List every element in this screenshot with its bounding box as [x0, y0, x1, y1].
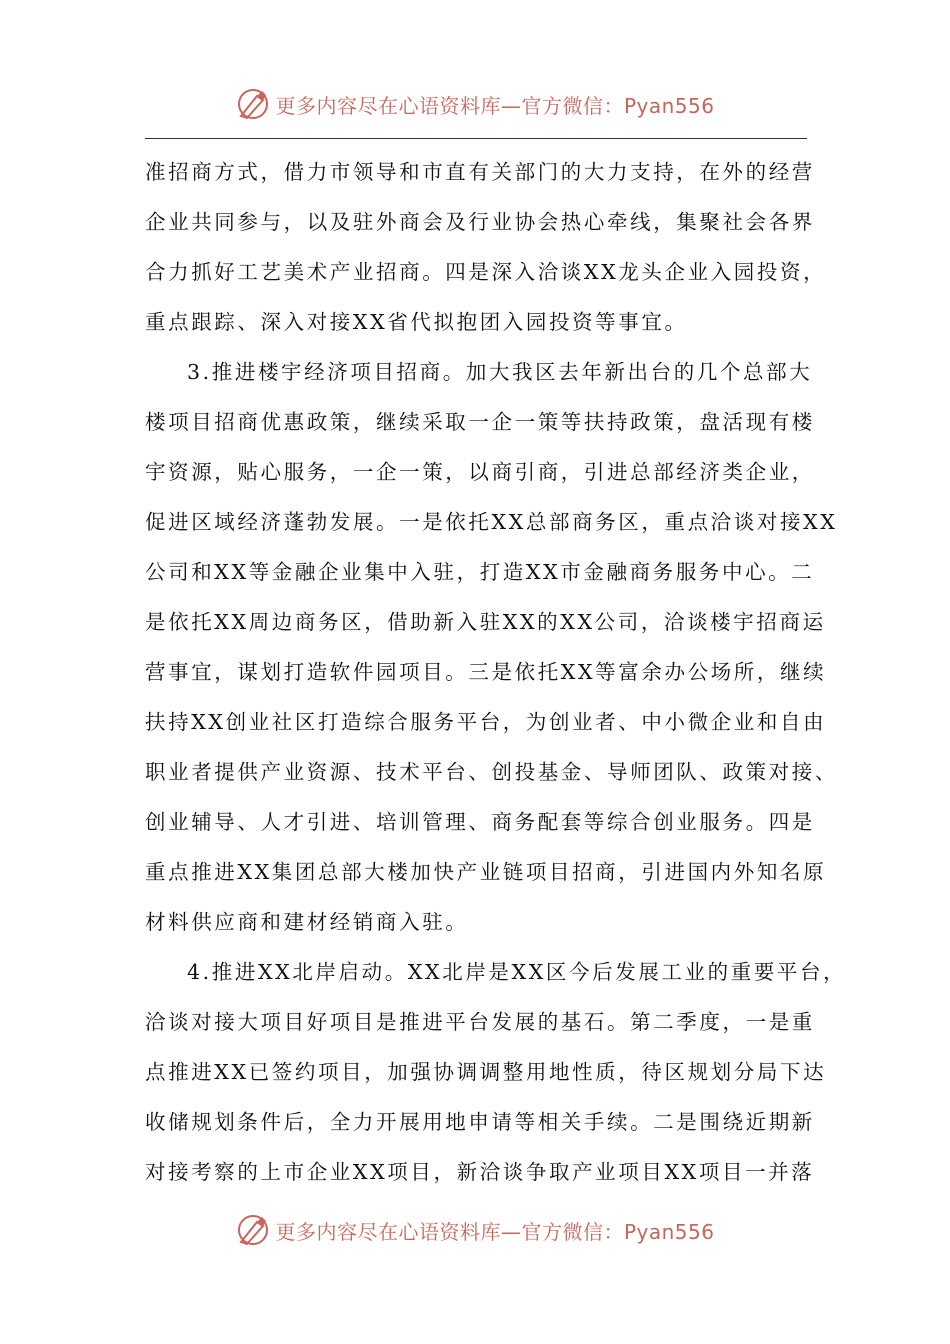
text-line: 楼项目招商优惠政策，继续采取一企一策等扶持政策，盘活现有楼	[145, 410, 815, 434]
text-line: 点推进XX已签约项目，加强协调调整用地性质，待区规划分局下达	[145, 1060, 827, 1084]
header-divider	[145, 138, 807, 139]
watermark-header	[0, 84, 950, 124]
paragraph-start-line: 3.推进楼宇经济项目招商。加大我区去年新出台的几个总部大	[187, 360, 813, 384]
text-line: 促进区域经济蓬勃发展。一是依托XX总部商务区，重点洽谈对接XX	[145, 510, 838, 534]
text-line: 企业共同参与，以及驻外商会及行业协会热心牵线，集聚社会各界	[145, 210, 815, 234]
text-line: 职业者提供产业资源、技术平台、创投基金、导师团队、政策对接、	[145, 760, 838, 784]
text-line: 宇资源，贴心服务，一企一策，以商引商，引进总部经济类企业，	[145, 460, 815, 484]
text-line: 重点跟踪、深入对接XX省代拟抱团入园投资等事宜。	[145, 310, 688, 334]
watermark-text: 更多内容尽在心语资料库—官方微信：Pyan556	[275, 1219, 715, 1244]
text-line: 洽谈对接大项目好项目是推进平台发展的基石。第二季度，一是重	[145, 1010, 815, 1034]
text-line: 准招商方式，借力市领导和市直有关部门的大力支持，在外的经营	[145, 160, 815, 184]
document-body	[145, 150, 847, 1200]
watermark-text: 更多内容尽在心语资料库—官方微信：Pyan556	[275, 93, 715, 118]
text-line: 对接考察的上市企业XX项目，新洽谈争取产业项目XX项目一并落	[145, 1160, 815, 1184]
text-line: 合力抓好工艺美术产业招商。四是深入洽谈XX龙头企业入园投资，	[145, 260, 827, 284]
text-line: 扶持XX创业社区打造综合服务平台，为创业者、中小微企业和自由	[145, 710, 827, 734]
text-line: 收储规划条件后，全力开展用地申请等相关手续。二是围绕近期新	[145, 1110, 815, 1134]
pen-nib-circle-icon	[235, 1212, 271, 1248]
text-line: 公司和XX等金融企业集中入驻，打造XX市金融商务服务中心。二	[145, 560, 815, 584]
pen-nib-circle-icon	[235, 86, 271, 122]
paragraph-start-line: 4.推进XX北岸启动。XX北岸是XX区今后发展工业的重要平台，	[187, 960, 847, 984]
text-line: 营事宜，谋划打造软件园项目。三是依托XX等富余办公场所，继续	[145, 660, 827, 684]
text-line: 材料供应商和建材经销商入驻。	[145, 910, 469, 934]
watermark-footer	[0, 1210, 950, 1250]
text-line: 是依托XX周边商务区，借助新入驻XX的XX公司，洽谈楼宇招商运	[145, 610, 826, 634]
text-line: 重点推进XX集团总部大楼加快产业链项目招商，引进国内外知名原	[145, 860, 827, 884]
text-line: 创业辅导、人才引进、培训管理、商务配套等综合创业服务。四是	[145, 810, 815, 834]
